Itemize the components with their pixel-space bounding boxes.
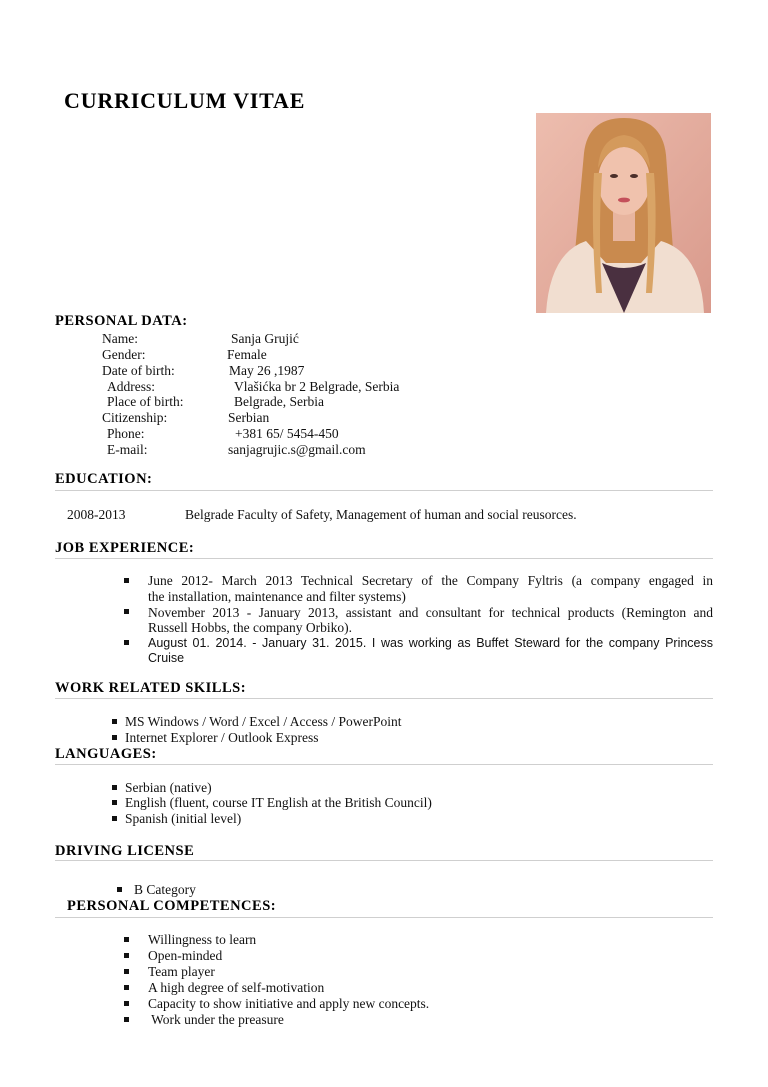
- competence-item: Capacity to show initiative and apply new concepts.: [148, 996, 430, 1011]
- profile-photo: [536, 113, 711, 313]
- job-item-1-line-2: the installation, maintenance and filter systems): [148, 589, 406, 604]
- language-item: English (fluent, course IT English at the British Council): [125, 795, 432, 810]
- bullet-icon: [117, 887, 122, 892]
- competence-item: Team player: [148, 964, 215, 979]
- bullet-icon: [124, 969, 129, 974]
- bullet-icon: [124, 953, 129, 958]
- gender-value: Female: [227, 347, 267, 362]
- language-item: Spanish (initial level): [125, 811, 242, 826]
- section-divider: [55, 558, 713, 559]
- education-description: Belgrade Faculty of Safety, Management of human and social reusorces.: [185, 507, 577, 522]
- phone-label: Phone:: [107, 426, 145, 441]
- bullet-icon: [124, 937, 129, 942]
- job-item-1-line-1: June 2012- March 2013 Technical Secretary of the Company Fyltris (a company engaged in: [148, 573, 713, 588]
- job-item-2-line-1: November 2013 - January 2013, assistant and consultant for technical products (Remington and: [148, 605, 713, 620]
- bullet-icon: [112, 800, 117, 805]
- competence-item: A high degree of self-motivation: [148, 980, 325, 995]
- address-label: Address:: [107, 379, 155, 394]
- gender-label: Gender:: [102, 347, 146, 362]
- bullet-icon: [124, 1001, 129, 1006]
- skills-heading: WORK RELATED SKILLS:: [55, 680, 247, 696]
- birthdate-value: May 26 ,1987: [229, 363, 305, 378]
- driving-license-heading: DRIVING LICENSE: [55, 843, 195, 859]
- bullet-icon: [112, 785, 117, 790]
- bullet-icon: [124, 578, 129, 583]
- job-item-3-line-1: August 01. 2014. - January 31. 2015. I was working as Buffet Steward for the company Princess: [148, 636, 713, 650]
- citizenship-label: Citizenship:: [102, 410, 168, 425]
- competence-item: Open-minded: [148, 948, 223, 963]
- email-label: E-mail:: [107, 442, 148, 457]
- job-item-3-line-2: Cruise: [148, 651, 185, 665]
- section-divider: [55, 917, 713, 918]
- bullet-icon: [124, 1017, 129, 1022]
- phone-value: +381 65/ 5454-450: [235, 426, 339, 441]
- language-item: Serbian (native): [125, 780, 212, 795]
- section-divider: [55, 490, 713, 491]
- bullet-icon: [112, 816, 117, 821]
- competence-item: Willingness to learn: [148, 932, 257, 947]
- skill-item: MS Windows / Word / Excel / Access / PowerPoint: [125, 714, 402, 729]
- email-value: sanjagrujic.s@gmail.com: [228, 442, 366, 457]
- bullet-icon: [112, 719, 117, 724]
- citizenship-value: Serbian: [228, 410, 270, 425]
- document-title: CURRICULUM VITAE: [64, 88, 306, 113]
- address-value: Vlašićka br 2 Belgrade, Serbia: [234, 379, 400, 394]
- name-label: Name:: [102, 331, 138, 346]
- languages-heading: LANGUAGES:: [55, 746, 157, 762]
- section-divider: [55, 764, 713, 765]
- birthplace-label: Place of birth:: [107, 394, 184, 409]
- competence-item: Work under the preasure: [148, 1012, 284, 1027]
- skill-item: Internet Explorer / Outlook Express: [125, 730, 319, 745]
- birthdate-label: Date of birth:: [102, 363, 175, 378]
- personal-data-heading: PERSONAL DATA:: [55, 313, 188, 329]
- driving-license-item: B Category: [134, 882, 196, 897]
- section-divider: [55, 698, 713, 699]
- job-experience-heading: JOB EXPERIENCE:: [55, 540, 195, 556]
- bullet-icon: [124, 985, 129, 990]
- bullet-icon: [124, 640, 129, 645]
- birthplace-value: Belgrade, Serbia: [234, 394, 324, 409]
- education-years: 2008-2013: [67, 507, 126, 522]
- competences-heading: PERSONAL COMPETENCES:: [67, 898, 277, 914]
- education-heading: EDUCATION:: [55, 471, 153, 487]
- bullet-icon: [124, 609, 129, 614]
- job-item-2-line-2: Russell Hobbs, the company Orbiko).: [148, 620, 352, 635]
- section-divider: [55, 860, 713, 861]
- name-value: Sanja Grujić: [231, 331, 299, 346]
- bullet-icon: [112, 735, 117, 740]
